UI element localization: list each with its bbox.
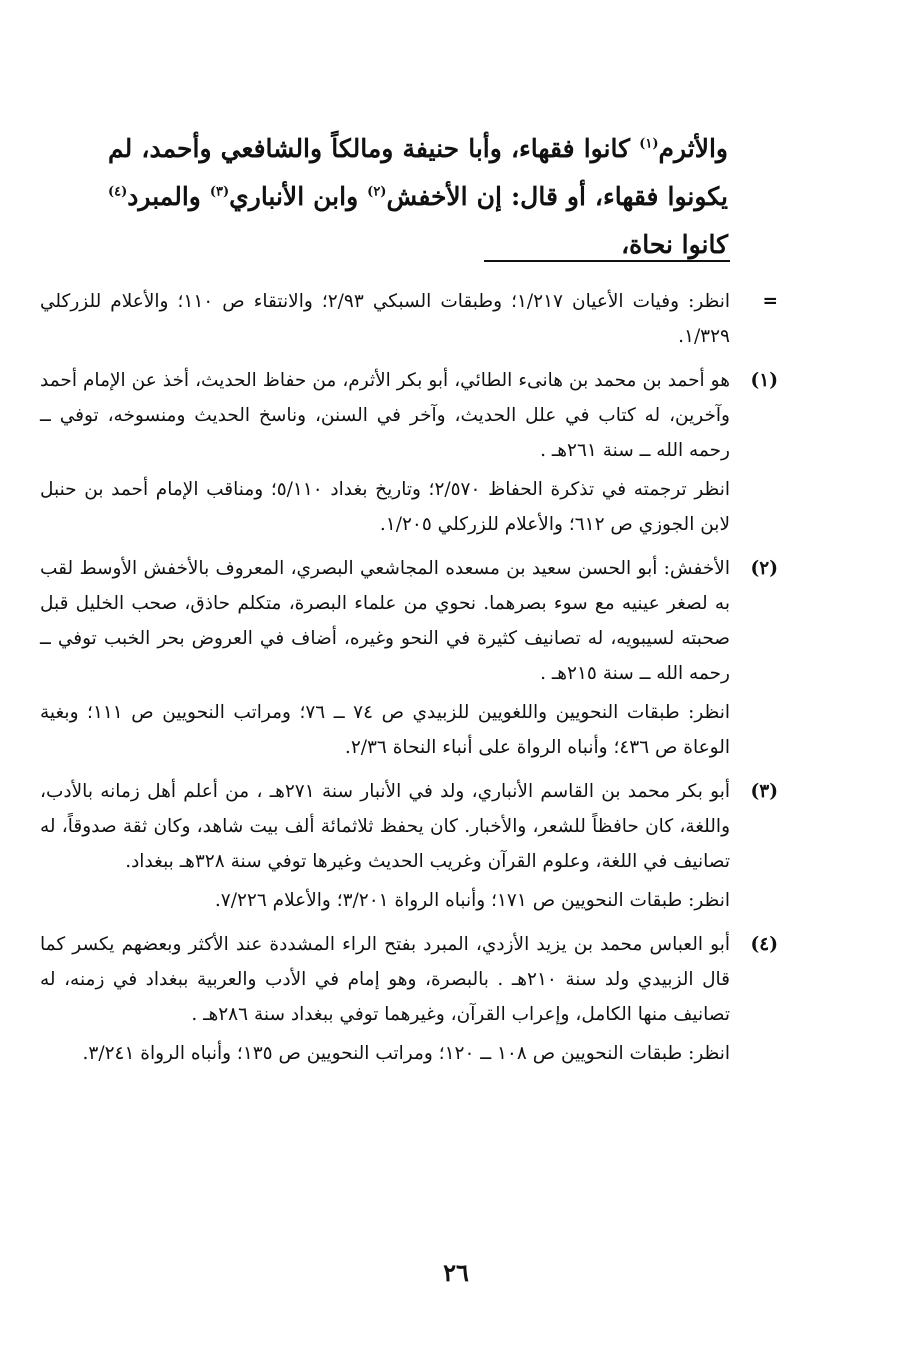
footnote-separator-rule <box>484 260 730 262</box>
footnote-marker: (١) <box>750 370 778 391</box>
footnote-references: انظر ترجمته في تذكرة الحفاظ ٢/٥٧٠؛ وتاريخ بغداد ٥/١١٠؛ ومناقب الإمام أحمد بن حنبل لابن الجوزي ص ٦١٢؛ والأعلام للزركلي ١/٢٠٥. <box>40 479 731 535</box>
footnote-4 <box>40 927 778 1071</box>
footnotes-section <box>40 284 778 1080</box>
main-text-segment: كانوا فقهاء، وأبا حنيفة ومالكاً والشافعي وأحمد، لم يكونوا فقهاء، أو قال: إن الأخفش <box>108 134 728 211</box>
footnote-marker: (٣) <box>750 781 778 802</box>
footnote-biography: الأخفش: أبو الحسن سعيد بن مسعده المجاشعي البصري، المعروف بالأخفش الأوسط لقب به لصغر عينيه مع سوء بصرهما. نحوي من علماء البصرة، متكلم حاذق، صحب الخليل قبل صحبته لسيبويه، له تصانيف كثيرة في النحو وغيره، أضاف في العروض بحر الخبب توفي ــ رحمه الله ــ سنة ٢١٥هـ . <box>40 558 730 684</box>
footnote-reference: (١) <box>639 136 659 152</box>
footnote-biography: أبو بكر محمد بن القاسم الأنباري، ولد في الأنبار سنة ٢٧١هـ ، من أعلم أهل زمانه بالأدب، واللغة، كان حافظاً للشعر، والأخبار. كان يحفظ ثلاثمائة ألف بيت شاهد، وكان ثقة صدوقاً، له تصانيف في اللغة، وعلوم القرآن وغريب الحديث وغيرها توفي سنة ٣٢٨هـ ببغداد. <box>40 781 730 872</box>
footnote-biography: هو أحمد بن محمد بن هانىء الطائي، أبو بكر الأثرم، من حفاظ الحديث، أخذ عن الإمام أحمد وآخرين، له كتاب في علل الحديث، وآخر في السنن، وناسخ الحديث ومنسوخه، توفي ــ رحمه الله ــ سنة ٢٦١هـ . <box>40 370 730 461</box>
main-text-segment: كانوا نحاة، <box>621 230 728 259</box>
footnote-marker: (٢) <box>750 558 778 579</box>
page-number: ٢٦ <box>443 1258 469 1287</box>
footnote-reference: (٣) <box>209 184 230 200</box>
footnote-biography: أبو العباس محمد بن يزيد الأزدي، المبرد بفتح الراء المشددة عند الأكثر وبعضهم يكسر كما قال الزبيدي ولد سنة ٢١٠هـ . بالبصرة، وهو إمام في الأدب والعربية ببغداد في زمنه، له تصانيف منها الكامل، وإعراب القرآن، وغيرهما توفي ببغداد سنة ٢٨٦هـ . <box>40 934 730 1025</box>
footnote-1 <box>40 363 778 542</box>
footnote-references: انظر: طبقات النحويين ص ١٧١؛ وأنباه الرواة ٣/٢٠١؛ والأعلام ٧/٢٢٦. <box>214 890 730 911</box>
footnote-reference: (٢) <box>367 184 387 200</box>
main-text-segment: وابن الأنباري <box>229 182 368 211</box>
footnote-references: انظر: طبقات النحويين ص ١٠٨ ــ ١٢٠؛ ومراتب النحويين ص ١٣٥؛ وأنباه الرواة ٣/٢٤١. <box>82 1043 730 1064</box>
footnote-3 <box>40 774 778 918</box>
continued-footnote-text: انظر: وفيات الأعيان ١/٢١٧؛ وطبقات السبكي ٢/٩٣؛ والانتقاء ص ١١٠؛ والأعلام للزركلي ١/٣٢٩. <box>40 291 730 347</box>
footnote-reference: (٤) <box>108 184 128 200</box>
footnote-references: انظر: طبقات النحويين واللغويين للزبيدي ص ٧٤ ــ ٧٦؛ ومراتب النحويين ص ١١١؛ وبغية الوعاة ص ٤٣٦؛ وأنباه الرواة على أنباء النحاة ٢/٣٦. <box>40 702 730 758</box>
footnote-2 <box>40 551 778 765</box>
main-text-paragraph <box>108 125 728 269</box>
main-text-segment: والمبرد <box>127 182 210 211</box>
footnote-marker: (٤) <box>750 934 778 955</box>
main-text-segment: والأثرم <box>658 134 728 163</box>
continued-footnote <box>40 284 778 354</box>
continuation-marker: = <box>762 291 778 312</box>
